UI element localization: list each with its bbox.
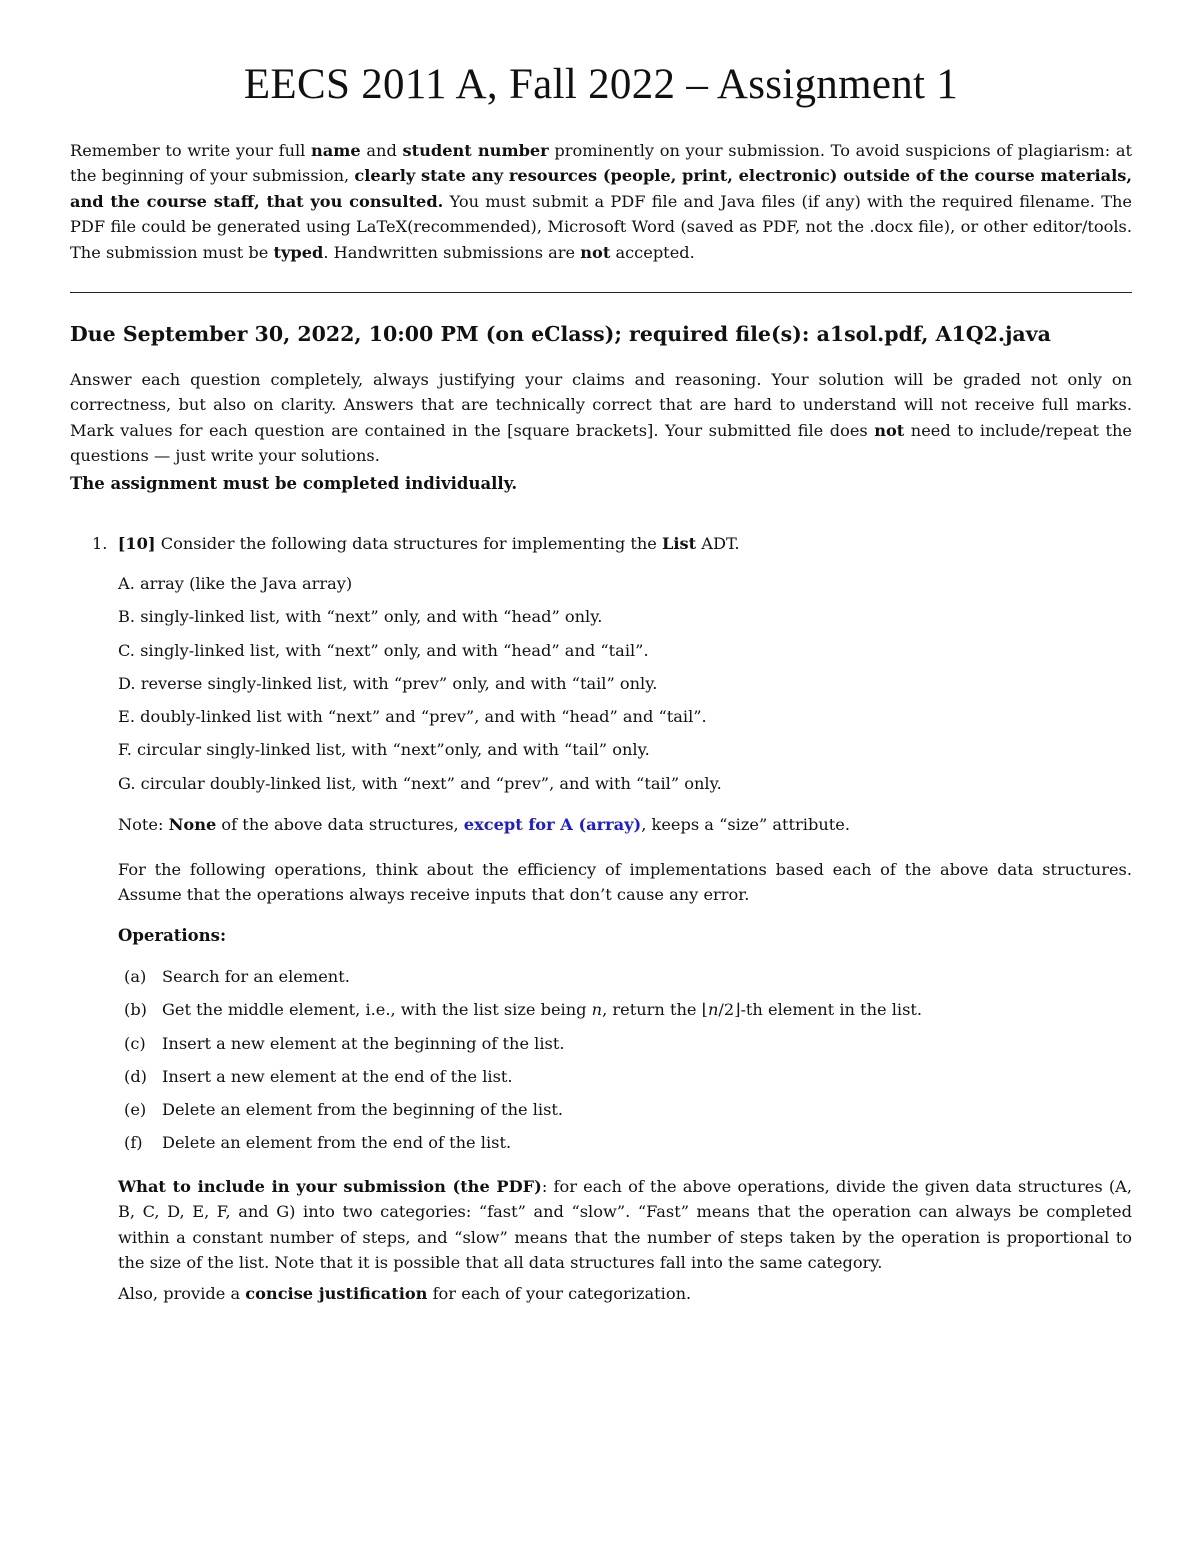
justification-text: Also, provide a: [118, 1284, 246, 1303]
operations-list: [124, 967, 922, 1167]
instructions-text: Answer each question completely, always justifying your claims and reasoning. Your solution will be graded not only on correctness, but also on clarity. Answers that are technically correct that are hard to understand will not receive full marks. Mark values for each question are contained in the [square brackets]. Your submitted file does: [70, 370, 1132, 440]
list-item-text: circular singly-linked list, with “next”only, and with “tail” only.: [137, 740, 650, 760]
operations-heading: Operations:: [118, 926, 227, 945]
list-item-text: Insert a new element at the end of the list.: [162, 1066, 513, 1086]
list-item-label: G.: [118, 773, 136, 793]
note-bold-none: None: [168, 815, 217, 834]
list-item: [118, 641, 722, 674]
list-item: [124, 967, 922, 1000]
math-variable: n: [591, 1000, 603, 1020]
list-item: [124, 1067, 922, 1100]
horizontal-divider: [70, 292, 1132, 293]
intro-bold-resources: clearly state any resources (people, print, electronic) outside of the course materials, and the course staff, that you consulted.: [70, 166, 1132, 211]
list-item-text: circular doubly-linked list, with “next” and “prev”, and with “tail” only.: [140, 773, 722, 793]
list-item-text: Delete an element from the end of the list.: [162, 1133, 512, 1153]
list-item-label: (f): [124, 1133, 143, 1153]
intro-text: You must submit a PDF file and Java files (if any) with the required filename. The PDF file could be generated using: [70, 191, 1133, 237]
instructions-bold-not: not: [874, 420, 905, 440]
question-1-header: [92, 534, 740, 553]
list-item: [118, 740, 722, 773]
list-item: [118, 607, 722, 640]
list-item-label: A.: [118, 574, 135, 593]
list-item: [124, 1034, 922, 1067]
list-item-text: array (like the Java array): [140, 574, 353, 593]
individual-notice: The assignment must be completed individually.: [70, 474, 518, 493]
question-marks: [10]: [117, 534, 156, 553]
list-item-label: (c): [124, 1033, 146, 1053]
list-item: [124, 1100, 922, 1133]
list-item-text: doubly-linked list with “next” and “prev”, and with “head” and “tail”.: [140, 707, 707, 727]
list-item-label: E.: [118, 707, 135, 727]
note-paragraph: [118, 815, 850, 834]
list-item-text: reverse singly-linked list, with “prev” only, and with “tail” only.: [140, 673, 658, 693]
justification-bold: concise justification: [245, 1284, 428, 1303]
math-variable: n: [707, 1000, 719, 1020]
list-item: [118, 707, 722, 740]
list-item-text: Delete an element from the beginning of the list.: [162, 1100, 564, 1120]
intro-text: prominently on your submission. To avoid suspicions of plagiarism: at the beginning of your submission,: [70, 141, 1133, 186]
intro-text: (recommended), Microsoft Word (saved as PDF, not the .docx file), or other editor/tools. The submission must be: [70, 217, 1132, 262]
submission-instructions-paragraph: [118, 1174, 1132, 1276]
intro-text: . Handwritten submissions are: [323, 242, 581, 262]
data-structures-list: [118, 574, 722, 807]
note-text: Note:: [118, 815, 169, 834]
list-item-label: (d): [124, 1066, 147, 1086]
question-bold-list: List: [662, 534, 697, 553]
list-item-text: , return the ⌊: [602, 1000, 708, 1020]
intro-bold-name: name: [311, 141, 361, 160]
list-item: [118, 574, 722, 607]
list-item: [118, 774, 722, 807]
question-number: 1.: [92, 534, 108, 553]
list-item: [124, 1000, 922, 1033]
question-text: Consider the following data structures for implementing the: [155, 534, 663, 553]
list-item-label: C.: [118, 640, 135, 660]
operations-intro-paragraph: For the following operations, think about the efficiency of implementations based each of the above data structures. Assume that the operations always receive inputs that don’t cause any error.: [118, 860, 1132, 905]
list-item: [118, 674, 722, 707]
justification-paragraph: [118, 1284, 691, 1303]
list-item-label: (b): [124, 1000, 147, 1020]
note-text: of the above data structures,: [216, 815, 464, 834]
list-item-text: Get the middle element, i.e., with the list size being: [162, 1000, 592, 1020]
intro-text: accepted.: [610, 242, 695, 262]
list-item-label: (a): [124, 967, 147, 986]
list-item-label: B.: [118, 607, 136, 627]
intro-bold-student-number: student number: [402, 141, 549, 160]
intro-text: Remember to write your full: [70, 141, 312, 160]
list-item-text: Search for an element.: [162, 967, 350, 986]
page-title: EECS 2011 A, Fall 2022 – Assignment 1: [243, 61, 959, 108]
instructions-text: need to include/repeat the questions — just write your solutions.: [70, 420, 1133, 466]
list-item: [124, 1133, 922, 1166]
intro-bold-typed: typed: [273, 242, 324, 262]
instructions-paragraph: [70, 367, 1132, 469]
intro-paragraph: [70, 138, 1132, 265]
list-item-label: F.: [118, 740, 132, 760]
question-text: ADT.: [696, 534, 740, 553]
list-item-label: (e): [124, 1100, 147, 1120]
intro-bold-not: not: [580, 242, 611, 262]
due-date-heading: Due September 30, 2022, 10:00 PM (on eClass); required file(s): a1sol.pdf, A1Q2.java: [70, 322, 1051, 346]
intro-text: and: [360, 141, 403, 160]
list-item-label: D.: [118, 673, 136, 693]
note-text: , keeps a “size” attribute.: [641, 815, 850, 834]
submission-text: : for each of the above operations, divide the given data structures (A, B, C, D, E, F, and G) into two categories: “fast” and “slow”. “Fast” means that the operation can always be completed within a constant number of steps, and “slow” means that the number of steps taken by the operation is proportional to the size of the list. Note that it is possible that all data structures fall into the same category.: [118, 1177, 1133, 1273]
list-item-text: singly-linked list, with “next” only, and with “head” and “tail”.: [140, 640, 649, 660]
justification-text: for each of your categorization.: [427, 1284, 692, 1303]
note-highlight-except-a: except for A (array): [463, 815, 642, 834]
list-item-text: /2⌋-th element in the list.: [718, 1000, 923, 1020]
list-item-text: singly-linked list, with “next” only, and with “head” only.: [140, 607, 603, 627]
latex-logo: LaTeX: [356, 217, 408, 237]
submission-bold-heading: What to include in your submission (the PDF): [118, 1177, 542, 1196]
list-item-text: Insert a new element at the beginning of the list.: [162, 1033, 565, 1053]
